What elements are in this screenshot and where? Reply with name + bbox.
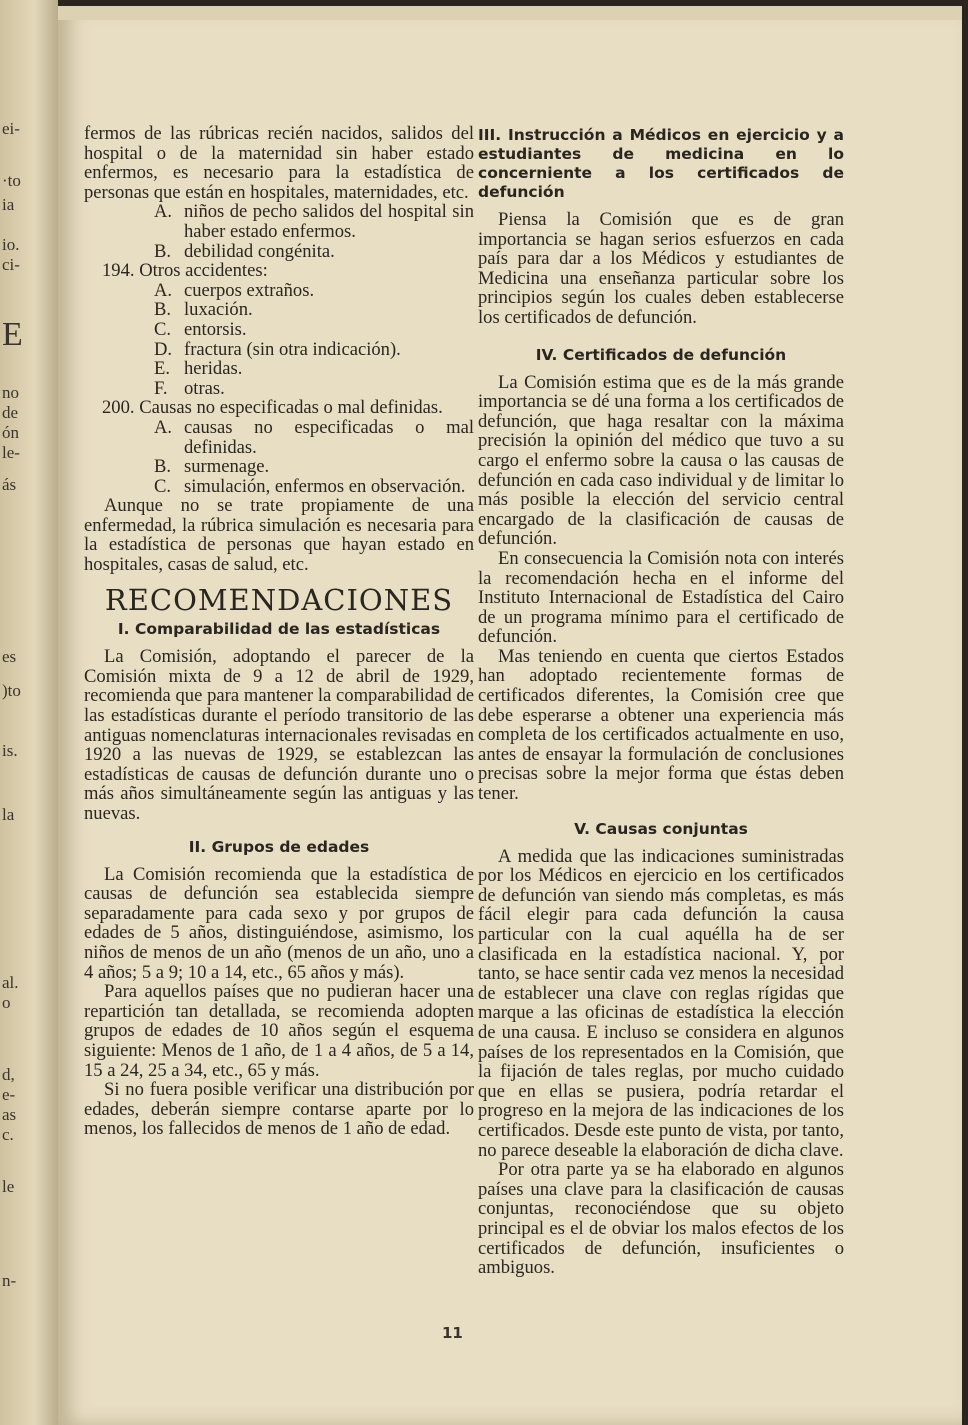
page-top-edge xyxy=(58,6,962,20)
list-text: niños de pecho salidos del hospital sin haber estado enfermos. xyxy=(184,201,474,242)
list-item xyxy=(84,359,474,379)
section-title: RECOMENDACIONES xyxy=(104,582,454,617)
paragraph: fermos de las rúbricas recién nacidos, salidos del hospital o de la maternidad sin haber estado enfermos, es necesario para la estadística de personas que están en hospitales, maternidades, etc. xyxy=(84,123,474,203)
numbered-item: 200. Causas no especificadas o mal definidas. xyxy=(102,397,443,419)
list-item xyxy=(84,320,474,340)
margin-fragment: E xyxy=(2,316,23,353)
margin-fragment: ia xyxy=(2,195,15,214)
list-text: heridas. xyxy=(184,358,243,380)
list-text: causas no especificadas o mal definidas. xyxy=(184,416,474,458)
margin-fragment: )to xyxy=(2,681,21,700)
margin-fragment: e- xyxy=(2,1085,16,1104)
right-column xyxy=(478,124,844,1278)
paragraph: Por otra parte ya se ha elaborado en algunos países una clave para la clasificación de causas conjuntas, reconociéndose que su objeto principal es el de obviar los malos efectos de los certificados de defunción, insuficientes o ambiguos. xyxy=(478,1159,844,1279)
previous-page-edge xyxy=(0,0,58,1425)
margin-fragment: de xyxy=(2,403,19,422)
section-heading: II. Grupos de edades xyxy=(188,837,370,856)
list-label: C. xyxy=(154,318,172,340)
list-text: fractura (sin otra indicación). xyxy=(184,338,401,360)
margin-fragment: le xyxy=(2,1177,15,1196)
margin-fragment: ci- xyxy=(2,255,20,274)
list-label: A. xyxy=(154,416,173,438)
margin-fragment: as xyxy=(2,1105,17,1124)
list-item xyxy=(84,202,474,241)
margin-fragment: io. xyxy=(2,235,20,254)
margin-fragment: es xyxy=(2,647,17,666)
margin-fragment: o xyxy=(2,993,11,1012)
list-text: otras. xyxy=(184,377,225,399)
list-label: B. xyxy=(154,240,172,262)
margin-fragment: d, xyxy=(2,1065,15,1084)
left-column xyxy=(84,124,474,1139)
list-item xyxy=(84,340,474,360)
document-page xyxy=(58,6,962,1425)
list-item xyxy=(84,379,474,399)
list-label: C. xyxy=(154,475,172,497)
list-text: cuerpos extraños. xyxy=(184,279,315,301)
paragraph: Mas teniendo en cuenta que ciertos Estados han adoptado recientemente formas de certificados diferentes, la Comisión cree que debe esperarse a obtener una experiencia más completa de los certificados actualmente en uso, antes de ensayar la formulación de conclusiones precisas sobre la mejor forma que éstas deben tener. xyxy=(478,645,844,805)
paragraph: La Comisión recomienda que la estadística de causas de defunción sea establecida siempre separadamente para cada sexo y por grupos de edades de 5 años, distinguiéndose, asimismo, los niños de menos de un año (menos de un año, uno a 4 años; 5 a 9; 10 a 14, etc., 65 años y más). xyxy=(84,863,474,983)
margin-fragment: c. xyxy=(2,1125,14,1144)
list-item xyxy=(84,477,474,497)
list-text: entorsis. xyxy=(184,318,247,340)
margin-fragment: la xyxy=(2,805,15,824)
list-text: luxación. xyxy=(184,299,253,321)
list-label: D. xyxy=(154,338,173,360)
list-text: surmenage. xyxy=(184,456,270,478)
paragraph: Si no fuera posible verificar una distribución por edades, deberán siempre contarse aparte por lo menos, los fallecidos de menos de 1 año de edad. xyxy=(84,1079,474,1140)
page-number: 11 xyxy=(442,1324,463,1342)
margin-fragment: ás xyxy=(2,475,17,494)
margin-fragment: le- xyxy=(2,443,20,462)
list-label: B. xyxy=(154,456,172,478)
margin-fragment: is. xyxy=(2,741,18,760)
paragraph: Aunque no se trate propiamente de una enfermedad, la rúbrica simulación es necesaria para la estadística de personas que hayan estado en hospitales, casas de salud, etc. xyxy=(84,495,474,576)
margin-fragment: al. xyxy=(2,973,19,992)
paragraph: La Comisión, adoptando el parecer de la Comisión mixta de 9 a 12 de abril de 1929, recomienda que para mantener la comparabilidad de las estadísticas durante el período transitorio de las antiguas nomenclaturas internacionales revisadas en 1920 a las nuevas de 1929, se establezcan las estadísticas de causas de defunción durante uno o más años simultáneamente según las antiguas y las nuevas. xyxy=(84,646,474,824)
margin-fragment: ·to xyxy=(2,171,21,190)
numbered-item: 194. Otros accidentes: xyxy=(102,260,268,282)
list-item xyxy=(84,281,474,301)
list-label: A. xyxy=(154,201,173,223)
paragraph: A medida que las indicaciones suministradas por los Médicos en ejercicio en los certificados de defunción van siendo más completas, es más fácil elegir para cada defunción la causa particular con la cual aquélla ha de ser clasificada en la estadística nacional. Y, por tanto, se hace sentir cada vez menos la necesidad de establecer una clave con reglas rígidas que marque a las oficinas de estadística la elección de una causa. E incluso se considera en algunos países de los representados en la Comisión, que la fijación de tales reglas, por mucho cuidado que en ellas se pusiera, podría retardar el progreso en la mejora de las indicaciones de los certificados. Desde este punto de vista, por tanto, no parece deseable la elaboración de dicha clave. xyxy=(478,845,844,1161)
list-item xyxy=(84,418,474,457)
paragraph: Para aquellos países que no pudieran hacer una repartición tan detallada, se recomienda adopten grupos de edades de 10 años según el esquema siguiente: Menos de 1 año, de 1 a 4 años, de 5 a 14, 15 a 24, 25 a 34, etc., 65 y más. xyxy=(84,981,474,1081)
section-heading: I. Comparabilidad de las estadísticas xyxy=(117,620,441,639)
margin-fragment: no xyxy=(2,383,19,402)
list-label: F. xyxy=(154,377,168,399)
section-heading: V. Causas conjuntas xyxy=(574,819,748,838)
list-label: E. xyxy=(154,358,171,380)
section-heading: III. Instrucción a Médicos en ejercicio y a estudiantes de medicina en lo concerniente a los certificados de defunción xyxy=(478,126,844,201)
paragraph: En consecuencia la Comisión nota con interés la recomendación hecha en el informe del Instituto Internacional de Estadística del Cairo de un programa mínimo para el certificado de defunción. xyxy=(478,547,844,648)
list-label: B. xyxy=(154,299,172,321)
list-item xyxy=(84,300,474,320)
margin-fragment: ei- xyxy=(2,119,20,138)
paragraph: Piensa la Comisión que es de gran importancia se hagan serios esfuerzos en cada país para dar a los Médicos y estudiantes de Medicina una enseñanza particular sobre los principios según los cuales deben establecerse los certificados de defunción. xyxy=(478,209,844,328)
margin-fragment: n- xyxy=(2,1271,17,1290)
list-item xyxy=(84,242,474,262)
section-heading: IV. Certificados de defunción xyxy=(535,345,787,364)
list-item xyxy=(84,457,474,477)
list-label: A. xyxy=(154,279,173,301)
paragraph: La Comisión estima que es de la más grande importancia se dé una forma a los certificados de defunción, que haga resaltar con la máxima precisión la opinión del médico que tuvo a su cargo el enfermo sobre la causa o las causas de defunción en cada caso individual y de limitar lo más posible la elección del servicio central encargado de la clasificación de causas de defunción. xyxy=(478,371,844,550)
list-text: simulación, enfermos en observación. xyxy=(184,475,466,497)
list-text: debilidad congénita. xyxy=(184,240,335,262)
margin-fragment: ón xyxy=(2,423,19,442)
